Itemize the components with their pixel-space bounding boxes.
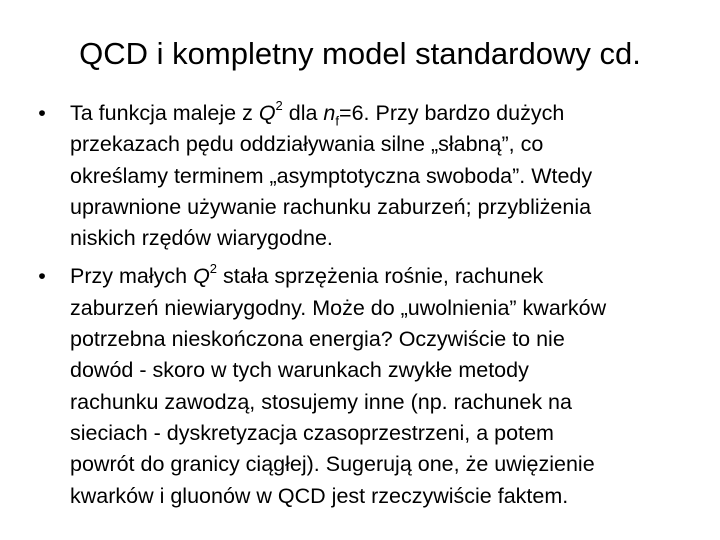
text-line: sieciach - dyskretyzacja czasoprzestrzeni, a potem bbox=[70, 420, 554, 445]
text-line: niskich rzędów wiarygodne. bbox=[70, 226, 333, 251]
n-subscript: f bbox=[335, 113, 340, 129]
slide-title: QCD i kompletny model standardowy cd. bbox=[79, 36, 641, 71]
bullet-item-asymptotic-freedom bbox=[32, 98, 712, 254]
q-exponent: 2 bbox=[209, 261, 218, 277]
text-fragment: stała sprzężenia rośnie, rachunek bbox=[217, 264, 544, 289]
n-symbol: n bbox=[323, 101, 336, 125]
text-line bbox=[70, 98, 712, 129]
text-line: rachunku zawodzą, stosujemy inne (np. rachunek na bbox=[70, 389, 572, 414]
text-fragment: dla bbox=[282, 101, 324, 125]
text-fragment: =6. Przy bardzo dużych bbox=[339, 101, 565, 125]
text-line: zaburzeń niewiarygodny. Może do „uwolnienia” kwarków bbox=[70, 295, 607, 320]
text-line: przekazach pędu oddziaływania silne „słabną”, co bbox=[70, 132, 544, 157]
text-fragment: Ta funkcja maleje z bbox=[70, 101, 259, 125]
q-symbol: Q bbox=[258, 101, 276, 125]
text-fragment: Przy małych bbox=[70, 264, 194, 289]
q-symbol: Q bbox=[193, 264, 210, 289]
bullet-icon: • bbox=[38, 101, 46, 125]
bullet-list bbox=[32, 98, 712, 512]
text-line: powrót do granicy ciągłej). Sugerują one, że uwięzienie bbox=[70, 452, 595, 477]
text-line: określamy terminem „asymptotyczna swoboda”. Wtedy bbox=[70, 163, 593, 188]
q-exponent: 2 bbox=[275, 97, 283, 113]
bullet-icon: • bbox=[38, 264, 46, 289]
text-line: uprawnione używanie rachunku zaburzeń; przybliżenia bbox=[70, 194, 592, 219]
bullet-item-confinement bbox=[32, 261, 712, 511]
text-line bbox=[70, 261, 712, 292]
text-line: kwarków i gluonów w QCD jest rzeczywiście faktem. bbox=[70, 483, 569, 508]
text-line: dowód - skoro w tych warunkach zwykłe metody bbox=[70, 358, 529, 383]
text-line: potrzebna nieskończona energia? Oczywiście to nie bbox=[70, 327, 565, 352]
